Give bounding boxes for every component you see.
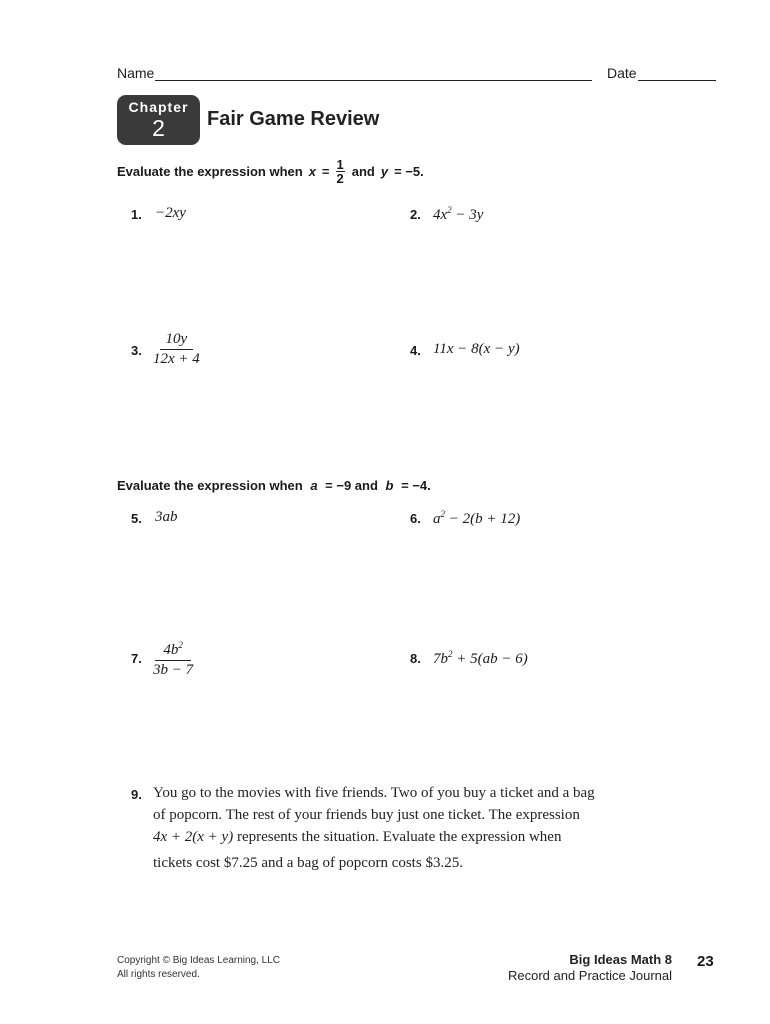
var-x: x bbox=[308, 164, 316, 179]
problem-9-line bbox=[153, 826, 623, 848]
date-label: Date bbox=[607, 65, 637, 81]
page-title: Fair Game Review bbox=[207, 108, 380, 130]
expr-part: 4b bbox=[163, 642, 179, 658]
name-line bbox=[155, 80, 592, 81]
date-line bbox=[638, 80, 716, 81]
problem-9-line: You go to the movies with five friends. Two of you buy a ticket and a bag bbox=[153, 785, 595, 801]
rights-text: All rights reserved. bbox=[117, 969, 200, 980]
problem-9-text-part: represents the situation. Evaluate the expression when bbox=[233, 829, 562, 845]
x-denominator: 2 bbox=[336, 171, 344, 186]
chapter-number: 2 bbox=[152, 115, 165, 141]
x-numerator: 1 bbox=[336, 157, 344, 172]
equals-sign: = bbox=[321, 164, 330, 179]
var-b: b bbox=[385, 478, 394, 493]
problem-4-expression: 11x − 8(x − y) bbox=[433, 341, 520, 357]
problem-8-number: 8. bbox=[410, 651, 421, 666]
section1-instruction bbox=[117, 158, 424, 185]
name-label: Name bbox=[117, 65, 155, 81]
problem-3-numerator: 10y bbox=[160, 330, 194, 350]
exponent: 2 bbox=[440, 509, 445, 519]
chapter-badge bbox=[117, 95, 200, 145]
problem-3-fraction bbox=[150, 330, 203, 369]
problem-3-number: 3. bbox=[131, 343, 142, 358]
b-value: = −4. bbox=[401, 478, 431, 493]
problem-7-fraction bbox=[150, 636, 196, 680]
section2-instruction bbox=[117, 478, 431, 493]
problem-9-expression: 4x + 2(x + y) bbox=[153, 829, 234, 845]
expr-part: − 2(b + 12) bbox=[445, 511, 521, 527]
problem-9-line: of popcorn. The rest of your friends buy just one ticket. The expression bbox=[153, 807, 580, 823]
exponent: 2 bbox=[448, 649, 453, 659]
expr-part: − 3y bbox=[451, 207, 484, 223]
var-y: y bbox=[380, 164, 389, 179]
problem-7-denominator: 3b − 7 bbox=[153, 662, 194, 678]
problem-6-expression bbox=[433, 509, 520, 528]
problem-1-expression: −2xy bbox=[155, 205, 186, 221]
problem-3-denominator: 12x + 4 bbox=[153, 351, 200, 367]
problem-5-expression: 3ab bbox=[155, 509, 178, 525]
problem-2-expression bbox=[433, 205, 483, 224]
problem-6-number: 6. bbox=[410, 511, 421, 526]
instruction-text: Evaluate the expression when bbox=[117, 164, 303, 179]
expr-part: 7b bbox=[433, 651, 448, 667]
chapter-word: Chapter bbox=[128, 99, 189, 115]
problem-7-numerator bbox=[155, 636, 191, 661]
a-value: = −9 and bbox=[325, 478, 378, 493]
problem-2-number: 2. bbox=[410, 207, 421, 222]
expr-part: 4x bbox=[433, 207, 448, 223]
journal-title: Record and Practice Journal bbox=[507, 968, 672, 983]
problem-4-number: 4. bbox=[410, 343, 421, 358]
expr-part: a bbox=[433, 511, 441, 527]
problem-9-text bbox=[153, 782, 623, 874]
exponent: 2 bbox=[447, 205, 452, 215]
book-title: Big Ideas Math 8 bbox=[569, 952, 672, 967]
exponent: 2 bbox=[178, 640, 183, 650]
problem-1-number: 1. bbox=[131, 207, 142, 222]
problem-7-number: 7. bbox=[131, 651, 142, 666]
y-value: = −5. bbox=[394, 164, 424, 179]
instruction-text: Evaluate the expression when bbox=[117, 478, 303, 493]
problem-9-number: 9. bbox=[131, 787, 142, 802]
var-a: a bbox=[310, 478, 318, 493]
x-fraction bbox=[336, 158, 345, 185]
problem-9-line: tickets cost $7.25 and a bag of popcorn costs $3.25. bbox=[153, 855, 463, 871]
page-number: 23 bbox=[697, 953, 714, 970]
and-text: and bbox=[351, 164, 375, 179]
copyright-text: Copyright © Big Ideas Learning, LLC bbox=[117, 955, 281, 966]
expr-part: + 5(ab − 6) bbox=[452, 651, 528, 667]
problem-8-expression bbox=[433, 649, 528, 668]
problem-5-number: 5. bbox=[131, 511, 142, 526]
